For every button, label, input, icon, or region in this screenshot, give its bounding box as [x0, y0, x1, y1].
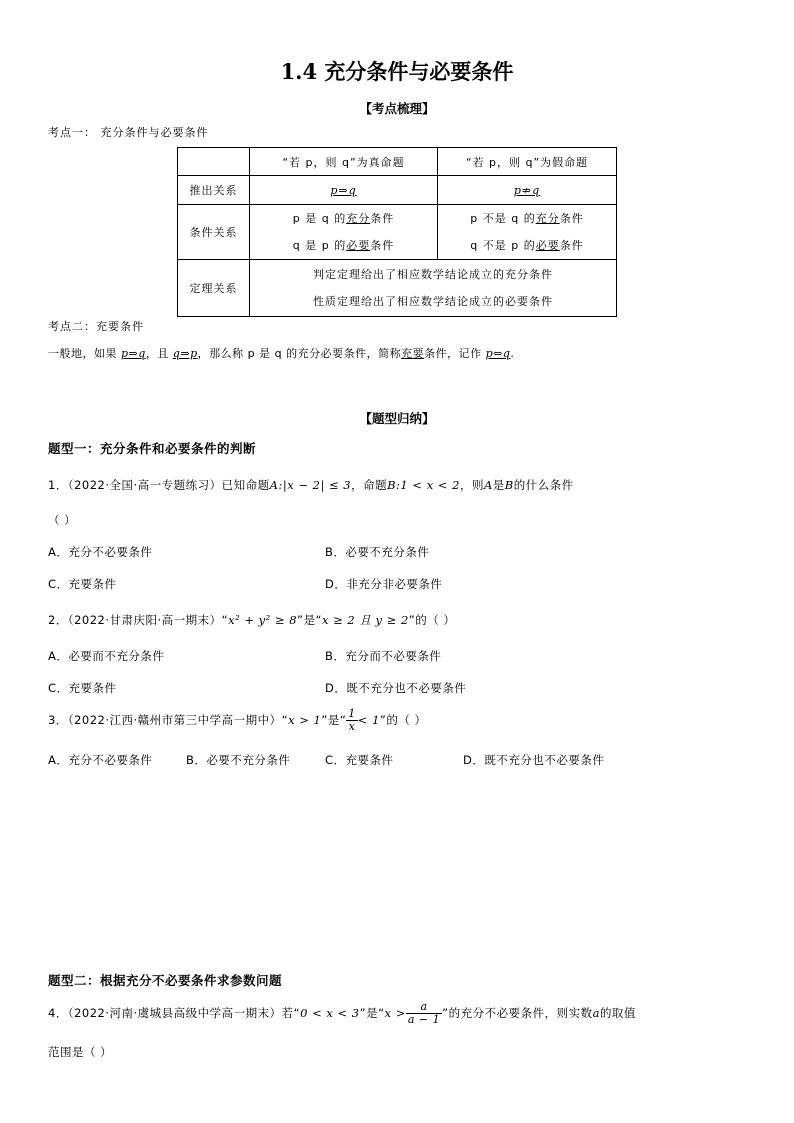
question-1-option-b[interactable]: B．必要不充分条件 — [325, 545, 430, 559]
table-header-false: “若 p，则 q”为假命题 — [438, 148, 617, 176]
key-point-two-text: 一般地，如果 p⇒q，且 q⇒p，那么称 p 是 q 的充分必要条件，简称充要条件，记作 p⇔q. — [48, 347, 515, 360]
question-2-option-d[interactable]: D．既不充分也不必要条件 — [325, 681, 467, 695]
question-3-option-b[interactable]: B．必要不充分条件 — [186, 753, 291, 767]
question-1-option-c[interactable]: C．充要条件 — [48, 577, 117, 591]
table-header-true: “若 p，则 q”为真命题 — [250, 148, 438, 176]
section-heading-key-points: 【考点梳理】 — [359, 101, 435, 116]
conditions-table — [177, 147, 617, 317]
question-type-two-heading: 题型二：根据充分不必要条件求参数问题 — [48, 973, 283, 988]
cell-condition-false — [438, 205, 617, 260]
section-heading-question-types: 【题型归纳】 — [359, 411, 435, 426]
question-3-stem: 3．（2022·江西·赣州市第三中学高一期中）“x > 1”是“ $\frac{1}{x}$ < 1”的（ ） — [48, 707, 427, 733]
question-1-answer-blank: （ ） — [48, 513, 77, 527]
question-4-stem: 4．（2022·河南·虞城县高级中学高一期末）若“0 < x < 3”是“x > $\frac{a}{a - 1}$ ”的充分不必要条件，则实数a的取值 — [48, 1000, 636, 1026]
question-1-stem: 1．（2022·全国·高一专题练习）已知命题A:|x − 2| ≤ 3，命题B:1 < x < 2，则A是B的什么条件 — [48, 478, 574, 492]
question-3-option-d[interactable]: D．既不充分也不必要条件 — [463, 753, 605, 767]
question-4-answer-blank: 范围是（ ） — [48, 1045, 113, 1059]
cell-condition-true — [250, 205, 438, 260]
theorem-line-b: 性质定理给出了相应数学结论成立的必要条件 — [313, 295, 553, 308]
condition-false-line-b: q 不是 p 的必要条件 — [470, 239, 584, 252]
question-4-fraction: $\frac{a}{a - 1}$ — [407, 1000, 441, 1026]
key-point-two-heading: 考点二：充要条件 — [48, 320, 144, 333]
condition-false-line-a: p 不是 q 的充分条件 — [470, 212, 584, 225]
question-1-option-a[interactable]: A．充分不必要条件 — [48, 545, 153, 559]
cell-not-implies — [438, 176, 617, 205]
question-2-option-a[interactable]: A．必要而不充分条件 — [48, 649, 165, 663]
question-3-option-a[interactable]: A．充分不必要条件 — [48, 753, 153, 767]
question-type-one-heading: 题型一：充分条件和必要条件的判断 — [48, 441, 257, 456]
key-point-one-heading: 考点一： 充分条件与必要条件 — [48, 126, 209, 139]
question-2-option-b[interactable]: B．充分而不必要条件 — [325, 649, 442, 663]
question-1-option-d[interactable]: D．非充分非必要条件 — [325, 577, 443, 591]
question-3-option-c[interactable]: C．充要条件 — [325, 753, 394, 767]
page-title: 1.4 充分条件与必要条件 — [280, 59, 514, 84]
condition-true-line-b: q 是 p 的必要条件 — [292, 239, 395, 252]
cell-implies — [250, 176, 438, 205]
row-label-condition: 条件关系 — [178, 205, 250, 260]
not-implies-expression: p⇏q — [513, 183, 541, 197]
table-corner-cell — [178, 148, 250, 176]
cell-theorem — [250, 260, 617, 317]
implies-expression: p⇒q — [330, 183, 357, 197]
row-label-implication: 推出关系 — [178, 176, 250, 205]
condition-true-line-a: p 是 q 的充分条件 — [292, 212, 395, 225]
question-2-stem: 2．（2022·甘肃庆阳·高一期末）“x² + y² ≥ 8”是“x ≥ 2 且 y ≥ 2”的（ ） — [48, 613, 456, 627]
question-3-fraction: $\frac{1}{x}$ — [348, 707, 356, 733]
theorem-line-a: 判定定理给出了相应数学结论成立的充分条件 — [313, 268, 553, 281]
question-2-option-c[interactable]: C．充要条件 — [48, 681, 117, 695]
row-label-theorem: 定理关系 — [178, 260, 250, 317]
